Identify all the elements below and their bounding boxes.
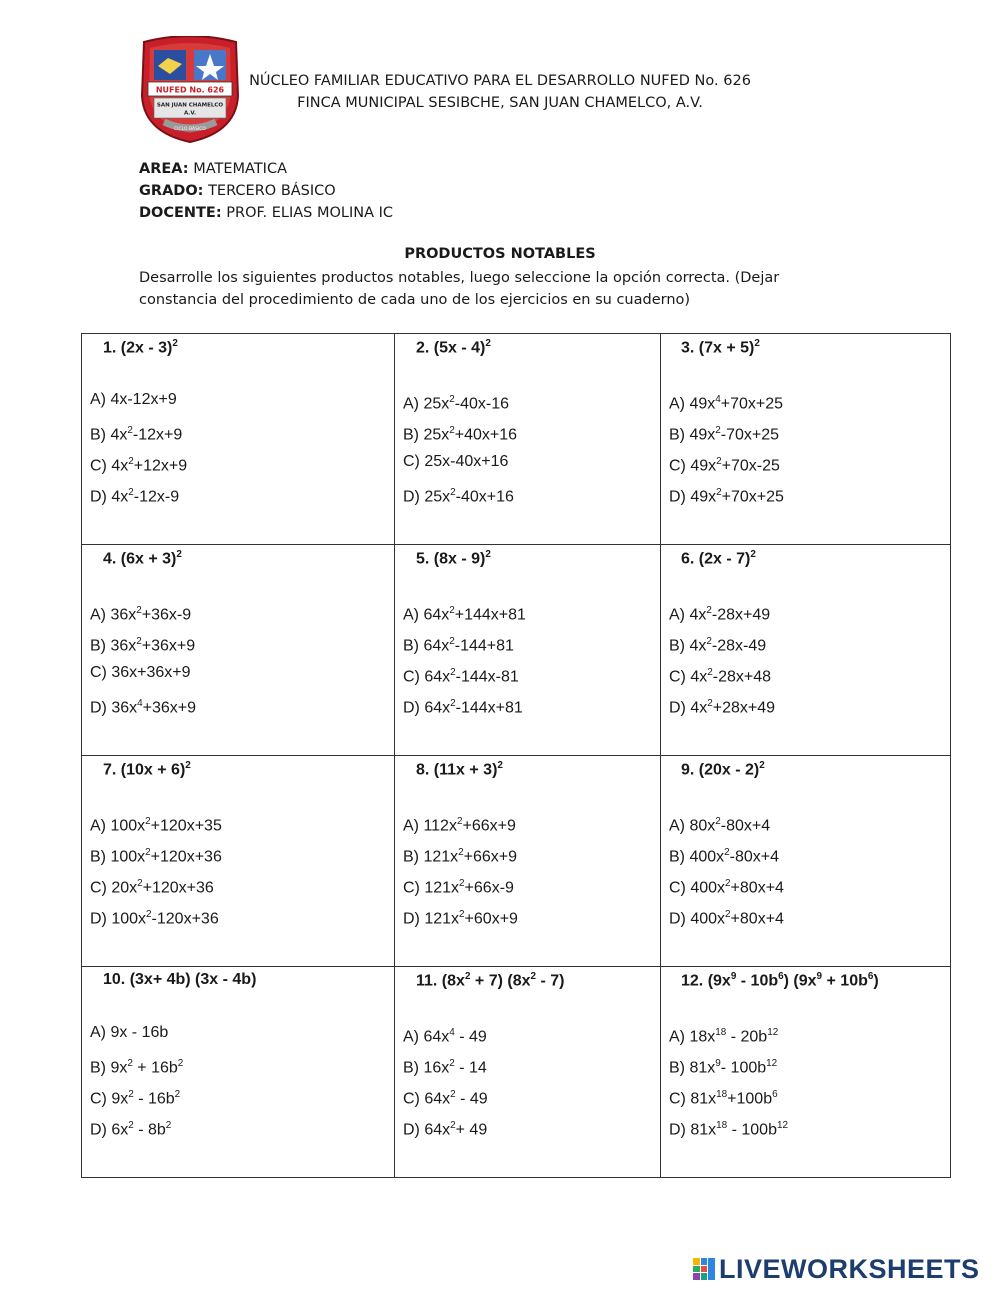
answer-option-a[interactable]: A) $36x^2+36x-9$: [90, 605, 192, 624]
exercise-cell-2: [395, 334, 661, 545]
answer-option-a[interactable]: A) $4x^2-28x+49$: [669, 605, 771, 624]
answer-option-d[interactable]: D) $4x^2+28x+49$: [669, 698, 776, 717]
answer-option-c[interactable]: C) $49x^2+70x-25$: [669, 456, 780, 475]
answer-option-a[interactable]: A) $18x^{18} - 20b^{12}$: [669, 1027, 779, 1046]
exercise-cell-7: [82, 756, 395, 967]
exercise-question: 6. (2x - 7)$^2$: [681, 549, 756, 568]
exercise-cell-5: [395, 545, 661, 756]
area-row: [139, 158, 393, 180]
area-label: AREA:: [139, 161, 189, 177]
answer-options: [90, 812, 222, 936]
answer-option-c[interactable]: C) $20x^2+120x+36$: [90, 878, 214, 897]
exercise-cell-8: [395, 756, 661, 967]
answer-option-d[interactable]: D) $400x^2+80x+4$: [669, 909, 784, 928]
logo-middle-text-2: A.V.: [183, 110, 197, 117]
answer-option-b[interactable]: B) $121x^2+66x+9$: [403, 847, 518, 866]
liveworksheets-brand: [692, 1254, 980, 1284]
answer-options: [90, 390, 187, 514]
answer-option-c[interactable]: C) $121x^2+66x-9$: [403, 878, 514, 897]
exercise-question: 7. $(10x + 6)^2$: [103, 760, 191, 779]
answer-option-a[interactable]: A) $112x^2+66x+9$: [403, 816, 516, 835]
answer-option-d[interactable]: D) $100x^2-120x+36$: [90, 909, 219, 928]
teacher-value: PROF. ELIAS MOLINA IC: [226, 205, 394, 221]
exercise-question: 3. $(7x + 5)^2$: [681, 338, 760, 357]
answer-option-b[interactable]: B) $100x^2+120x+36$: [90, 847, 222, 866]
liveworksheets-logo-icon: [692, 1257, 716, 1281]
answer-option-a[interactable]: A) $25x^2-40x-16$: [403, 394, 510, 413]
answer-option-b[interactable]: B) $36x^2+36x+9$: [90, 636, 196, 655]
instructions: [139, 267, 839, 311]
logo-bottom-text: CICLO BÁSICO: [174, 127, 206, 132]
exercise-row: [82, 967, 951, 1178]
answer-option-a[interactable]: A) $64x^2+144x+81$: [403, 605, 526, 624]
answer-option-c[interactable]: C) 36x+36x+9: [90, 664, 191, 681]
answer-options: [669, 812, 784, 936]
answer-option-b[interactable]: B) $81x^9-$ $100b^{12}$: [669, 1058, 778, 1077]
answer-option-b[interactable]: B) $9x^2 + 16b^2$: [90, 1058, 184, 1077]
answer-option-c[interactable]: C) 25x-40x+16: [403, 453, 509, 470]
logo-middle-text-1: SAN JUAN CHAMELCO: [156, 102, 224, 109]
exercise-cell-4: [82, 545, 395, 756]
answer-option-c[interactable]: C) $4x^2-28x+48$: [669, 667, 772, 686]
exercise-question: 11. $(8x^2 + 7)$ $(8x^2 - 7)$: [416, 971, 565, 990]
liveworksheets-wordmark: LIVEWORKSHEETS: [719, 1253, 980, 1284]
answer-options: [403, 1023, 488, 1147]
area-value: MATEMATICA: [193, 161, 288, 177]
answer-option-b[interactable]: B) $400x^2-80x+4$: [669, 847, 780, 866]
answer-option-d[interactable]: D) $121x^2+60x+9$: [403, 909, 518, 928]
answer-option-a[interactable]: A) $49x^4+70x+25$: [669, 394, 784, 413]
school-header: [245, 70, 755, 114]
worksheet-title: PRODUCTOS NOTABLES: [404, 246, 596, 262]
answer-options: [403, 390, 517, 514]
answer-option-c[interactable]: C) $64x^2-144x-81$: [403, 667, 519, 686]
exercise-cell-10: [82, 967, 395, 1178]
answer-option-d[interactable]: D) $81x^{18} - 100b^{12}$: [669, 1120, 788, 1139]
grade-label: GRADO:: [139, 183, 204, 199]
exercise-row: [82, 545, 951, 756]
answer-options: [669, 1023, 788, 1147]
answer-options: [403, 601, 526, 725]
exercise-question: 9. (20x - 2)$^2$: [681, 760, 765, 779]
answer-option-a[interactable]: A) $64x^4 - 49$: [403, 1027, 487, 1046]
answer-options: [669, 601, 775, 725]
answer-option-b[interactable]: B) $25x^2+40x+16$: [403, 425, 518, 444]
answer-option-b[interactable]: B) $4x^2-12x+9$: [90, 425, 183, 444]
answer-options: [90, 1023, 183, 1147]
answer-option-c[interactable]: C) $81x^{18}+100b^6$: [669, 1089, 778, 1108]
answer-option-b[interactable]: B) $49x^2-70x+25$: [669, 425, 780, 444]
school-crest-logo: [138, 36, 242, 144]
grade-value: TERCERO BÁSICO: [208, 183, 336, 199]
exercise-grid: [81, 333, 951, 1178]
exercise-cell-3: [661, 334, 951, 545]
answer-option-b[interactable]: B) $64x^2-144+81$: [403, 636, 514, 655]
exercise-question: 12. $(9x^9 - 10b^6) (9x^9 + 10b^6)$: [681, 971, 879, 990]
grade-row: [139, 180, 393, 202]
answer-option-d[interactable]: D) $25x^2-40x+16$: [403, 487, 514, 506]
answer-options: [403, 812, 518, 936]
answer-option-a[interactable]: A) $100x^2+120x+35$: [90, 816, 222, 835]
answer-option-d[interactable]: D) $64x^2-144x+81$: [403, 698, 523, 717]
answer-option-d[interactable]: D) $64x^2+ 49$: [403, 1120, 488, 1139]
worksheet-meta: [139, 158, 393, 224]
school-name-line2: FINCA MUNICIPAL SESIBCHE, SAN JUAN CHAMELCO, A.V.: [297, 95, 703, 111]
logo-top-text: NUFED No. 626: [155, 85, 225, 95]
teacher-row: [139, 202, 393, 224]
answer-option-c[interactable]: C) $4x^2+12x+9$: [90, 456, 188, 475]
answer-option-a[interactable]: A) 9x - 16b: [90, 1024, 169, 1041]
exercise-question: 2. (5x - 4)$^2$: [416, 338, 491, 357]
answer-option-d[interactable]: D) $49x^2+70x+25$: [669, 487, 784, 506]
teacher-label: DOCENTE:: [139, 205, 222, 221]
answer-option-c[interactable]: C) $64x^2 - 49$: [403, 1089, 488, 1108]
exercise-question: 10. (3x+ 4b) (3x - 4b): [103, 971, 257, 988]
exercise-cell-11: [395, 967, 661, 1178]
exercise-row: [82, 756, 951, 967]
answer-option-d[interactable]: D) $6x^2 - 8b^2$: [90, 1120, 172, 1139]
exercise-question: 8. $(11x + 3)^2$: [416, 760, 503, 779]
exercise-cell-12: [661, 967, 951, 1178]
answer-option-a[interactable]: A) 4x-12x+9: [90, 391, 177, 408]
instructions-line1: Desarrolle los siguientes productos notables, luego seleccione la opción correcta. (Dejar: [139, 270, 780, 286]
exercise-row: [82, 334, 951, 545]
answer-options: [90, 601, 196, 725]
answer-options: [669, 390, 784, 514]
answer-option-c[interactable]: C) $9x^2 - 16b^2$: [90, 1089, 181, 1108]
answer-option-a[interactable]: A) $80x^2-80x+4$: [669, 816, 771, 835]
exercise-cell-1: [82, 334, 395, 545]
answer-option-b[interactable]: B) $16x^2 - 14$: [403, 1058, 487, 1077]
exercise-cell-9: [661, 756, 951, 967]
instructions-line2: constancia del procedimiento de cada uno de los ejercicios en su cuaderno): [139, 292, 691, 308]
answer-option-c[interactable]: C) $400x^2+80x+4$: [669, 878, 784, 897]
exercise-cell-6: [661, 545, 951, 756]
school-name-line1: NÚCLEO FAMILIAR EDUCATIVO PARA EL DESARROLLO NUFED No. 626: [249, 73, 751, 89]
exercise-question: 5. (8x - 9)$^2$: [416, 549, 491, 568]
exercise-question: 4. $(6x + 3)^2$: [103, 549, 182, 568]
exercise-question: 1. (2x - 3)$^2$: [103, 338, 178, 357]
answer-option-b[interactable]: B) $4x^2-28x-49$: [669, 636, 767, 655]
answer-option-d[interactable]: D) $4x^2-12x-9$: [90, 487, 180, 506]
answer-option-d[interactable]: D) $36x^4+36x+9$: [90, 698, 197, 717]
